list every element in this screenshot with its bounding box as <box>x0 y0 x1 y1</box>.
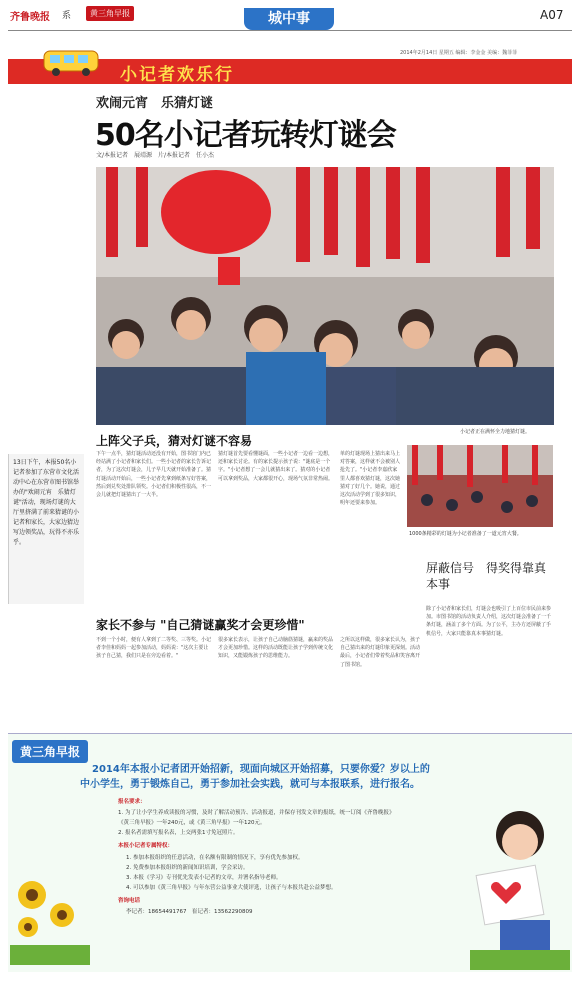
ad-brand: 黄三角早报 <box>12 740 88 763</box>
main-photo <box>96 167 554 425</box>
cartoon-bus-icon <box>40 45 104 79</box>
designer: 美编：魏菲菲 <box>487 50 518 56</box>
benefit-label: 本报小记者专属特权： <box>118 843 174 849</box>
paper-logo: 齐鲁晚报 <box>10 12 50 23</box>
ad-benefit: 3. 本报《学习》专刊优先发表小记者的文章，并署名指导老师。 <box>126 875 282 881</box>
page-number: A07 <box>540 8 564 22</box>
article-headline: 50名小记者玩转灯谜会 <box>95 118 396 153</box>
date: 2014年2月14日 <box>400 50 438 56</box>
sub-headline: 屏蔽信号 得奖得靠真本事 <box>426 561 547 591</box>
section2-col1: 不到一个小时，便有人拿到了二等奖、三等奖。小记者李佳和妈妈一起参加活动，妈妈说："这次主要让孩子自己猜，我们只是在旁边看着。" <box>96 637 212 660</box>
ad-benefit: 4. 可以参加《黄三角早报》与年东营公益事业大使评选，让孩子与本报共赴公益梦想。 <box>126 885 337 891</box>
banner-title: 小记者欢乐行 <box>120 65 234 85</box>
contact-label: 咨询电话 <box>118 898 141 904</box>
crowd-photo-caption: 1000条精彩的灯谜为小记者准备了一道元宵大餐。 <box>409 531 522 537</box>
ad-benefit: 1. 参加本报组织的任意活动，在名额有限制的情况下，享有优先参加权。 <box>126 855 304 861</box>
ad-headline-2: 中小学生，勇于锻炼自己，勇于参加社会实践，就可与本报联系，进行报名。 <box>80 779 420 790</box>
ad-benefit: 2. 免费参加本报组织的新闻知识培训，学会采访。 <box>126 865 249 871</box>
article-kicker: 欢闹元宵 乐猜灯谜 <box>96 96 214 111</box>
section2-col2: 很多家长表示，让孩子自己动脑筋猜谜，赢来的奖品才会更加珍惜。这样的活动既能让孩子学到传统文化知识，又能锻炼孩子的思维能力。 <box>218 637 334 660</box>
sunflower-icon <box>10 865 90 965</box>
editor: 编辑：李金金 <box>455 50 486 56</box>
ad-method-1b: 《黄三角早报》一年240元，或《黄三角早报》一年120元。 <box>118 820 266 826</box>
section1-col2: 猜灯谜首先要看懂谜面，一些小记者一边看一边想，还和家长讨论。有的家长提示孩子说："谜底是一个字。"小记者想了一会儿就猜出来了。猜对的小记者可以拿到奖品，大家都很开心，现场气氛非常热闹。 <box>218 451 334 482</box>
ad-method-1: 1. 为了让小学生养成读报的习惯，及时了解活动预告、活动报道，并保存刊发文章的报纸，统一订阅《齐鲁晚报》 <box>118 810 395 816</box>
method-label: 报名要求： <box>118 799 146 805</box>
ad-headline-1: 2014年本报小记者团开始招新，现面向城区开始招募，只要你爱？岁以上的 <box>92 764 430 775</box>
section2-title: 家长不参与 "自己猜谜赢奖才会更珍惜" <box>96 618 305 632</box>
crowd-photo <box>407 445 553 527</box>
weekday: 星期五 <box>438 50 454 56</box>
ad-method-2: 2. 报名者需填写报名表，上交两张1寸免冠照片。 <box>118 830 239 836</box>
header-rule <box>8 30 572 31</box>
header-meta <box>400 49 517 56</box>
section-title: 城中事 <box>244 8 334 30</box>
article-byline: 文/本报记者 展靖源 片/本报记者 任小杰 <box>96 152 215 159</box>
section2-col3: 之所以这样做，很多家长认为，孩子自己猜出来的灯谜印象更深刻。活动最后，小记者们带着奖品和笑容离开了图书馆。 <box>340 637 420 668</box>
sub-text: 除了小记者和家长们，灯谜会也吸引了上百位市民前来参加。市图书馆的活动负责人介绍，这次灯谜会准备了一千条灯谜，涵盖了多个方面。为了公平，主办方还屏蔽了手机信号，大家只能靠真本事猜灯谜。 <box>426 606 552 637</box>
section1-col1: 下午一点半，猜灯谜活动还没有开始，图书馆门内已经站满了小记者和家长们。一些小记者的家长告诉记者，为了这次灯谜会，儿子早几天就开始准备了。猜灯谜活动开始后，一些小记者先拿到纸条写好答案，然后到兑奖处排队领奖。小记者们积极性很高，不一会儿就把灯谜猜出了一大半。 <box>96 451 212 499</box>
girl-illustration <box>470 800 570 970</box>
series-label: 系 <box>62 11 72 21</box>
ad-method-label <box>118 797 146 805</box>
section1-title: 上阵父子兵，猜对灯谜不容易 <box>96 434 253 448</box>
section1-col3: 单的灯谜现场上猜出来马上对答案，这样就不会被别人抢先了。"小记者李嘉欣家里人都喜欢猜灯谜，这次她猜对了好几个。她说，通过这次活动学到了很多知识，明年还要来参加。 <box>340 451 401 507</box>
ad-contacts: 李记者：18654491767 崔记者：13562290809 <box>126 909 253 915</box>
photo-caption: 小记者正在满怀全力地猜灯谜。 <box>460 429 531 435</box>
sub-paper-badge: 黄三角早报 <box>86 6 134 21</box>
lead-sidebar: 13日下午，本报50名小记者参加了东营市文化活动中心在东营市图书馆举办的"欢闹元宵 乐猜灯谜"活动，现场灯谜的大厅里挤满了前来猜谜的小记者和家长，大家边猜边写边领奖品，玩得不亦乐乎。 <box>8 454 84 604</box>
